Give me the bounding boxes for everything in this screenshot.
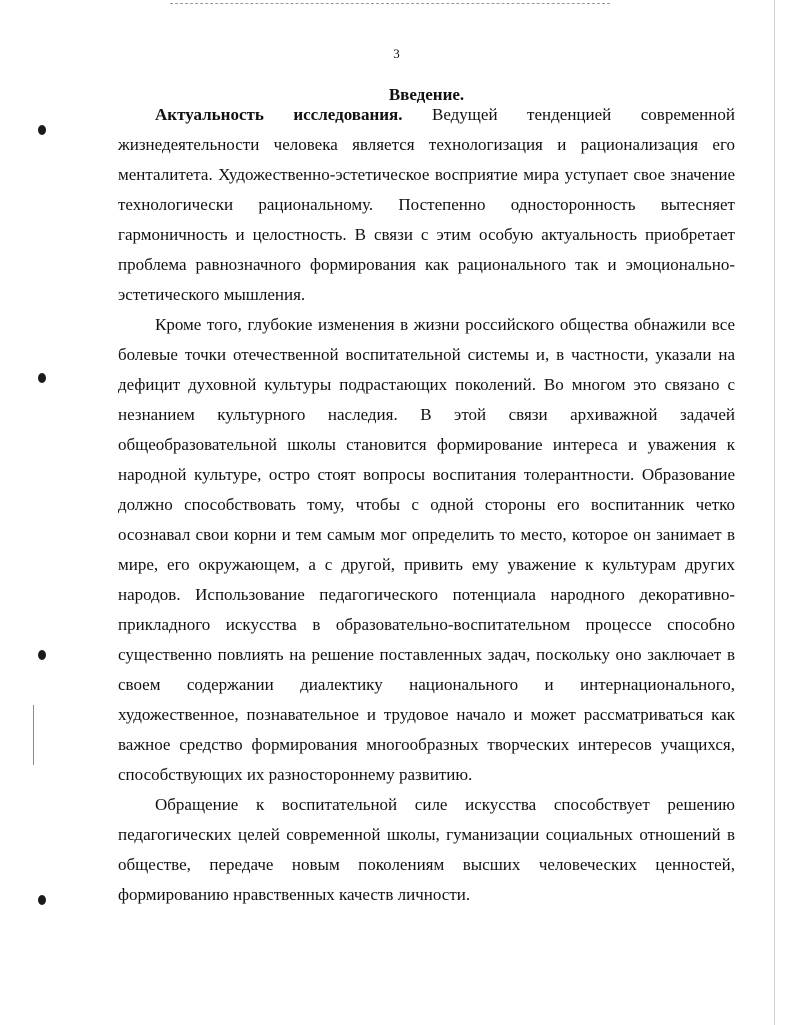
- scan-top-edge: [170, 3, 610, 4]
- scan-left-mark: [33, 705, 34, 765]
- page-number: 3: [393, 46, 400, 61]
- paragraph-lead: Актуальность исследования.: [155, 105, 403, 124]
- paragraph: Обращение к воспитательной силе искусства способствует решению педагогических целей современной школы, гуманизации социальных отношений в обществе, передаче новым поколениям высших человеческих ценностей, формированию нравственных качеств личности.: [118, 795, 735, 904]
- section-title: Введение.: [388, 85, 465, 104]
- paragraph-relevance: [118, 100, 735, 310]
- scan-right-edge: [774, 0, 775, 1025]
- binder-hole-mark: [38, 650, 46, 660]
- binder-hole-mark: [38, 373, 46, 383]
- body-text: [118, 100, 735, 910]
- paragraph: Кроме того, глубокие изменения в жизни российского общества обнажили все болевые точки отечественной воспитательной системы и, в частности, указали на дефицит духовной культуры подрастающих поколений. Во многом это связано с незнанием культурного наследия. В этой связи архиважной задачей общеобразовательной школы становится формирование интереса и уважения к народной культуре, остро стоят вопросы воспитания толерантности. Образование должно способствовать тому, чтобы с одной стороны его воспитанник четко осознавал свои корни и тем самым мог определить то место, которое он занимает в мире, его окружающем, а с другой, привить ему уважение к культурам других народов. Использование педагогического потенциала народного декоративно-прикладного искусства в образовательно-воспитательном процессе способно существенно повлиять на решение поставленных задач, поскольку оно заключает в своем содержании диалектику национального и интернационального, художественное, познавательное и трудовое начало и может рассматриваться как важное средство формирования многообразных творческих интересов учащихся, способствующих их разностороннему развитию.: [118, 315, 735, 784]
- binder-hole-mark: [38, 895, 46, 905]
- paragraph-text: Ведущей тенденцией современной жизнедеятельности человека является технологизация и рационализация его менталитета. Художественно-эстетическое восприятие мира уступает свое значение технологически рациональному. Постепенно односторонность вытесняет гармоничность и целостность. В связи с этим особую актуальность приобретает проблема равнозначного формирования как рационального так и эмоционально-эстетического мышления.: [118, 105, 735, 304]
- binder-hole-mark: [38, 125, 46, 135]
